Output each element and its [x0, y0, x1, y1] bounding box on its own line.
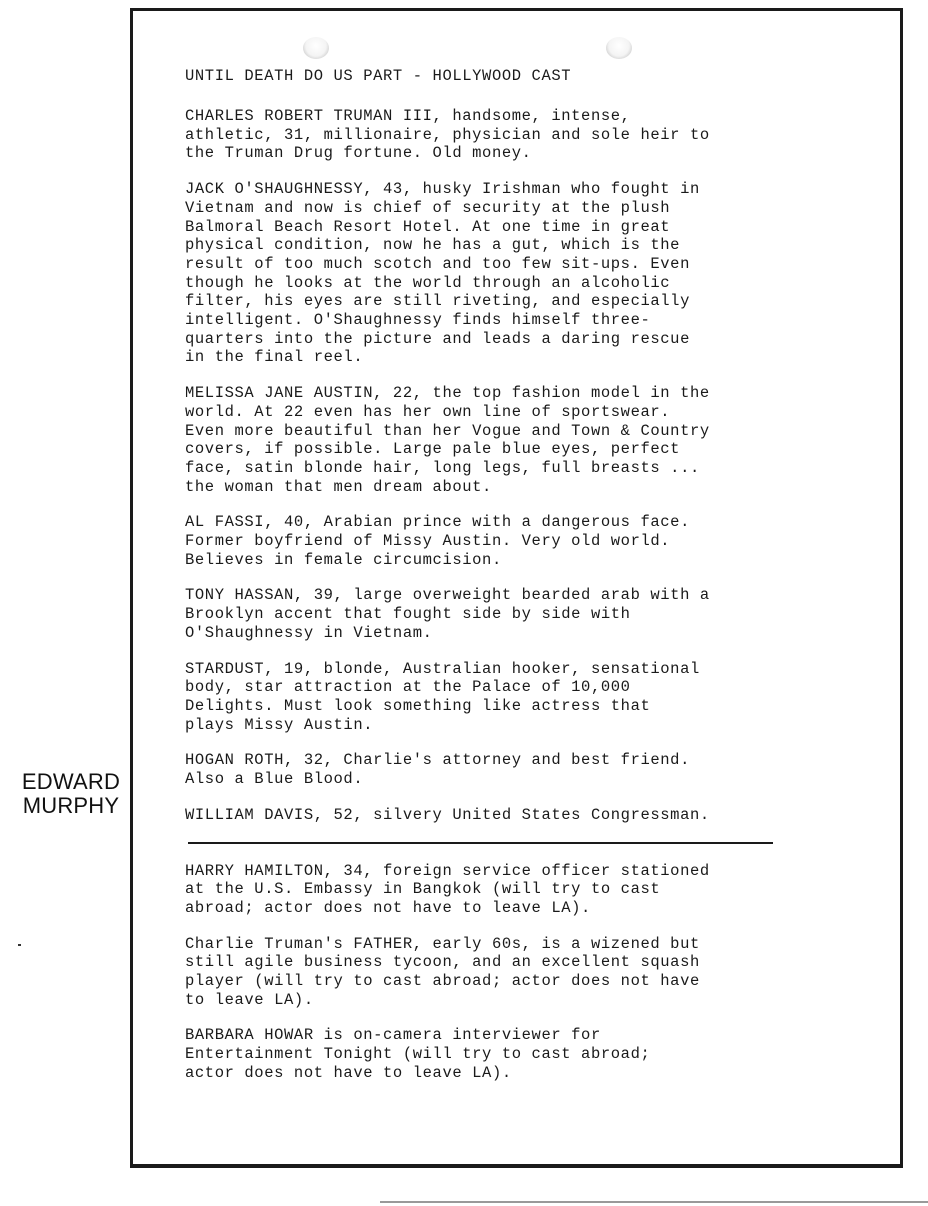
cast-entry-jack-oshaughnessy: JACK O'SHAUGHNESSY, 43, husky Irishman who fought in Vietnam and now is chief of security at the plush Balmoral Beach Resort Hotel. At one time in great physical condition, now he has a gut, which is the result of too much scotch and too few sit-ups. Even though he looks at the world through an alcoholic filter, his eyes are still riveting, and especially intelligent. O'Shaughnessy finds himself three- quarters into the picture and leads a daring rescue in the final reel. [185, 180, 700, 367]
cast-entry-harry-hamilton: HARRY HAMILTON, 34, foreign service officer stationed at the U.S. Embassy in Bangkok (will try to cast abroad; actor does not have to leave LA). [185, 861, 710, 917]
scan-edge-line [380, 1201, 928, 1203]
agent-first-name: EDWARD [21, 769, 121, 794]
document-page [130, 8, 903, 1168]
cast-entry-hogan-roth: HOGAN ROTH, 32, Charlie's attorney and best friend. Also a Blue Blood. [185, 751, 690, 789]
cast-entry-tony-hassan: TONY HASSAN, 39, large overweight bearded arab with a Brooklyn accent that fought side by side with O'Shaughnessy in Vietnam. [185, 586, 710, 642]
cast-entry-charlie-father: Charlie Truman's FATHER, early 60s, is a wizened but still agile business tycoon, and an excellent squash player (will try to cast abroad; actor does not have to leave LA). [185, 934, 700, 1009]
scan-speck [18, 944, 21, 946]
cast-entry-william-davis: WILLIAM DAVIS, 52, silvery United States Congressman. [185, 805, 710, 824]
agent-name-label [16, 770, 126, 818]
cast-list [185, 107, 885, 1100]
cast-entry-melissa-austin: MELISSA JANE AUSTIN, 22, the top fashion model in the world. At 22 even has her own line of sportswear. Even more beautiful than her Vogue and Town & Country covers, if possible. Large pale blue eyes, perfect face, satin blonde hair, long legs, full breasts ... the woman that men dream about. [185, 384, 710, 496]
agent-last-name: MURPHY [22, 793, 120, 818]
cast-entry-barbara-howar: BARBARA HOWAR is on-camera interviewer for Entertainment Tonight (will try to cast abroad; actor does not have to leave LA). [185, 1026, 651, 1082]
cast-entry-stardust: STARDUST, 19, blonde, Australian hooker, sensational body, star attraction at the Palace of 10,000 Delights. Must look something like actress that plays Missy Austin. [185, 659, 700, 734]
punch-hole-left [303, 37, 329, 59]
section-divider [188, 842, 773, 844]
cast-entry-charles-truman: CHARLES ROBERT TRUMAN III, handsome, intense, athletic, 31, millionaire, physician and sole heir to the Truman Drug fortune. Old money. [185, 107, 710, 163]
cast-entry-al-fassi: AL FASSI, 40, Arabian prince with a dangerous face. Former boyfriend of Missy Austin. Very old world. Believes in female circumcision. [185, 513, 690, 569]
document-title: UNTIL DEATH DO US PART - HOLLYWOOD CAST [185, 67, 572, 85]
punch-hole-right [606, 37, 632, 59]
